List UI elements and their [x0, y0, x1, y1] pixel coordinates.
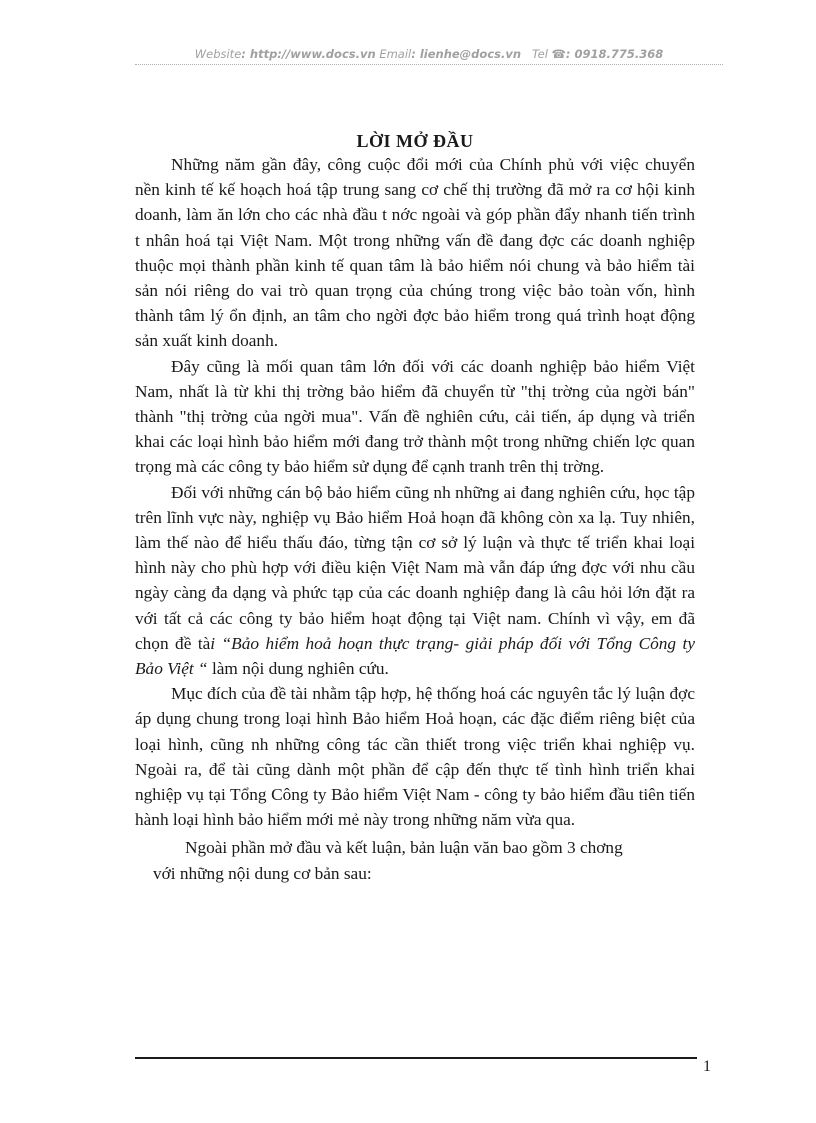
page-number: 1: [703, 1058, 711, 1075]
document-body: [135, 152, 695, 886]
header-divider: [135, 64, 723, 65]
paragraph-3: [135, 480, 695, 682]
paragraph-3-tail: làm nội dung nghiên cứu.: [207, 659, 389, 679]
website-url[interactable]: http://www.docs.vn: [249, 47, 376, 61]
paragraph-2: Đây cũng là mối quan tâm lớn đối với các doanh nghiệp bảo hiểm Việt Nam, nhất là từ khi thị trờng bảo hiểm đã chuyển từ "thị trờng của ngời bán" thành "thị trờng của ngời mua". Vấn đề nghiên cứu, cải tiến, áp dụng và triển khai các loại hình bảo hiểm mới đang trở thành một trong những chiến lợc quan trọng mà các công ty bảo hiểm sử dụng để cạnh tranh trên thị trờng.: [135, 356, 695, 477]
footer-divider: [135, 1057, 697, 1059]
page-header: Website: http://www.docs.vn Email: lienhe@docs.vn Tel ☎: 0918.775.368: [194, 47, 664, 61]
tel-label: Tel: [532, 47, 548, 61]
paragraph-3-text: Đối với những cán bộ bảo hiểm cũng nh những ai đang nghiên cứu, học tập trên lĩnh vực này, nghiệp vụ Bảo hiểm Hoả hoạn đã không còn xa lạ. Tuy nhiên, làm thế nào để hiểu thấu đáo, từng tận cơ sở lý luận và thực tế triển khai loại hình này cho phù hợp với điều kiện Việt Nam mà vẫn đáp ứng đợc với nhu cầu ngày càng đa dạng và phức tạp của các doanh nghiệp đang là câu hỏi lớn đặt ra với tất cả các công ty bảo hiểm hoạt động tại Việt nam. Chính vì vậy, em đã chọn đề tà: [135, 482, 695, 653]
tel-number: 0918.775.368: [574, 47, 664, 61]
website-label: Website: [194, 47, 242, 61]
page-title: LỜI MỞ ĐẦU: [356, 131, 474, 151]
paragraph-5: [135, 835, 695, 885]
paragraph-5-line-2: với những nội dung cơ bản sau:: [153, 863, 372, 883]
phone-icon: ☎: [551, 47, 566, 61]
paragraph-1: Những năm gần đây, công cuộc đổi mới của Chính phủ với việc chuyển nền kinh tế kế hoạch hoá tập trung sang cơ chế thị trường đã mở ra cơ hội kinh doanh, làm ăn lớn cho các nhà đầu t nớc ngoài và góp phần đẩy nhanh tiến trình t nhân hoá tại Việt Nam. Một trong những vấn đề đang đợc các doanh nghiệp thuộc mọi thành phần kinh tế quan tâm là bảo hiểm nói chung và bảo hiểm tài sản nói riêng do vai trò quan trọng của chúng trong việc bảo toàn vốn, hình thành tâm lý ổn định, an tâm cho ngời đợc bảo hiểm trong quá trình hoạt động sản xuất kinh doanh.: [135, 155, 695, 351]
paragraph-4: Mục đích của đề tài nhằm tập hợp, hệ thống hoá các nguyên tắc lý luận đợc áp dụng chung trong loại hình Bảo hiểm Hoả hoạn, các đặc điểm riêng biệt của loại hình, cũng nh những công tác cần thiết trong việc triển khai nghiệp vụ. Ngoài ra, để tài cũng dành một phần để cập đến thực tế tình hình triển khai nghiệp vụ tại Tổng Công ty Bảo hiểm Việt Nam - công ty bảo hiểm đầu tiên tiến hành loại hình bảo hiểm mới mẻ này trong những năm vừa qua.: [135, 684, 695, 830]
email-address[interactable]: lienhe@docs.vn: [419, 47, 522, 61]
email-label: Email: [379, 47, 412, 61]
paragraph-5-line-1: Ngoài phần mở đầu và kết luận, bản luận văn bao gồm 3 chơng: [185, 838, 623, 858]
thesis-title: i “Bảo hiểm hoả hoạn thực trạng- giải pháp đối với Tổng Công ty Bảo Việt “: [135, 633, 695, 679]
